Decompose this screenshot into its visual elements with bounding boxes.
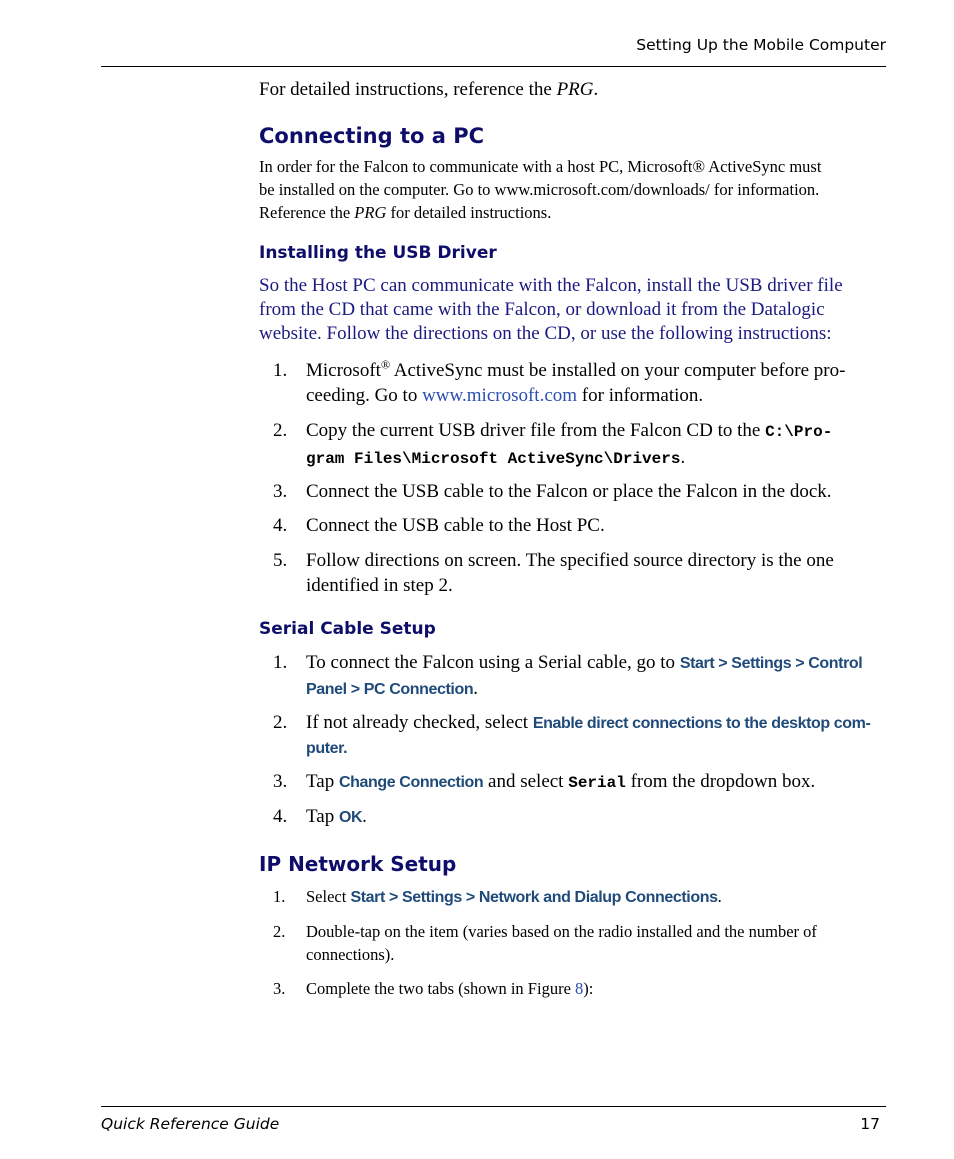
list-item: 3. Tap Change Connection and select Serial from the dropdown box. <box>273 771 816 792</box>
list-item: 4. Connect the USB cable to the Host PC. <box>273 515 605 536</box>
usb-steps-list <box>259 358 887 598</box>
subheading-serial-cable: Serial Cable Setup <box>259 619 436 639</box>
footer-rule <box>101 1106 886 1107</box>
running-header: Setting Up the Mobile Computer <box>636 36 886 54</box>
header-rule <box>101 66 886 67</box>
page-content <box>259 78 887 1000</box>
list-item: 2. If not already checked, select Enable direct connections to the desktop com- puter. <box>273 712 871 757</box>
list-item: 1. To connect the Falcon using a Serial cable, go to Start > Settings > Control Panel > PC Connection. <box>273 652 863 699</box>
list-item: 5. Follow directions on screen. The specified source directory is the one identified in step 2. <box>273 550 834 596</box>
ip-steps-list <box>259 885 887 1000</box>
list-item: 4. Tap OK. <box>273 806 367 827</box>
intro-paragraph: For detailed instructions, reference the PRG. <box>259 79 599 100</box>
microsoft-link[interactable]: www.microsoft.com <box>422 385 578 406</box>
connecting-paragraph: In order for the Falcon to communicate with a host PC, Microsoft® ActiveSync must be installed on the computer. Go to www.microsoft.com/downloads/ for information. Reference the PRG for detailed instructions. <box>259 157 822 222</box>
serial-steps-list <box>259 650 887 830</box>
list-item: 1. Select Start > Settings > Network and Dialup Connections. <box>273 887 722 906</box>
list-item: 3. Complete the two tabs (shown in Figure 8): <box>273 979 594 998</box>
subheading-usb-driver: Installing the USB Driver <box>259 243 497 263</box>
usb-intro-paragraph: So the Host PC can communicate with the Falcon, install the USB driver file from the CD that came with the Falcon, or download it from the Datalogic website. Follow the directions on the CD, or use the following instructions: <box>259 275 843 344</box>
page-number: 17 <box>860 1115 880 1133</box>
list-item: 2. Double-tap on the item (varies based on the radio installed and the number of connections). <box>273 922 817 964</box>
list-item: 2. Copy the current USB driver file from the Falcon CD to the C:\Pro- gram Files\Microsoft ActiveSync\Drivers. <box>273 420 833 468</box>
section-heading-connecting: Connecting to a PC <box>259 124 485 148</box>
figure-8-link[interactable]: 8 <box>575 979 584 998</box>
section-heading-ip-network: IP Network Setup <box>259 852 457 876</box>
list-item: 1. Microsoft® ActiveSync must be installed on your computer before pro- ceeding. Go to www.microsoft.com for information. <box>273 357 846 406</box>
list-item: 3. Connect the USB cable to the Falcon or place the Falcon in the dock. <box>273 481 832 502</box>
footer-guide-title: Quick Reference Guide <box>101 1115 280 1133</box>
